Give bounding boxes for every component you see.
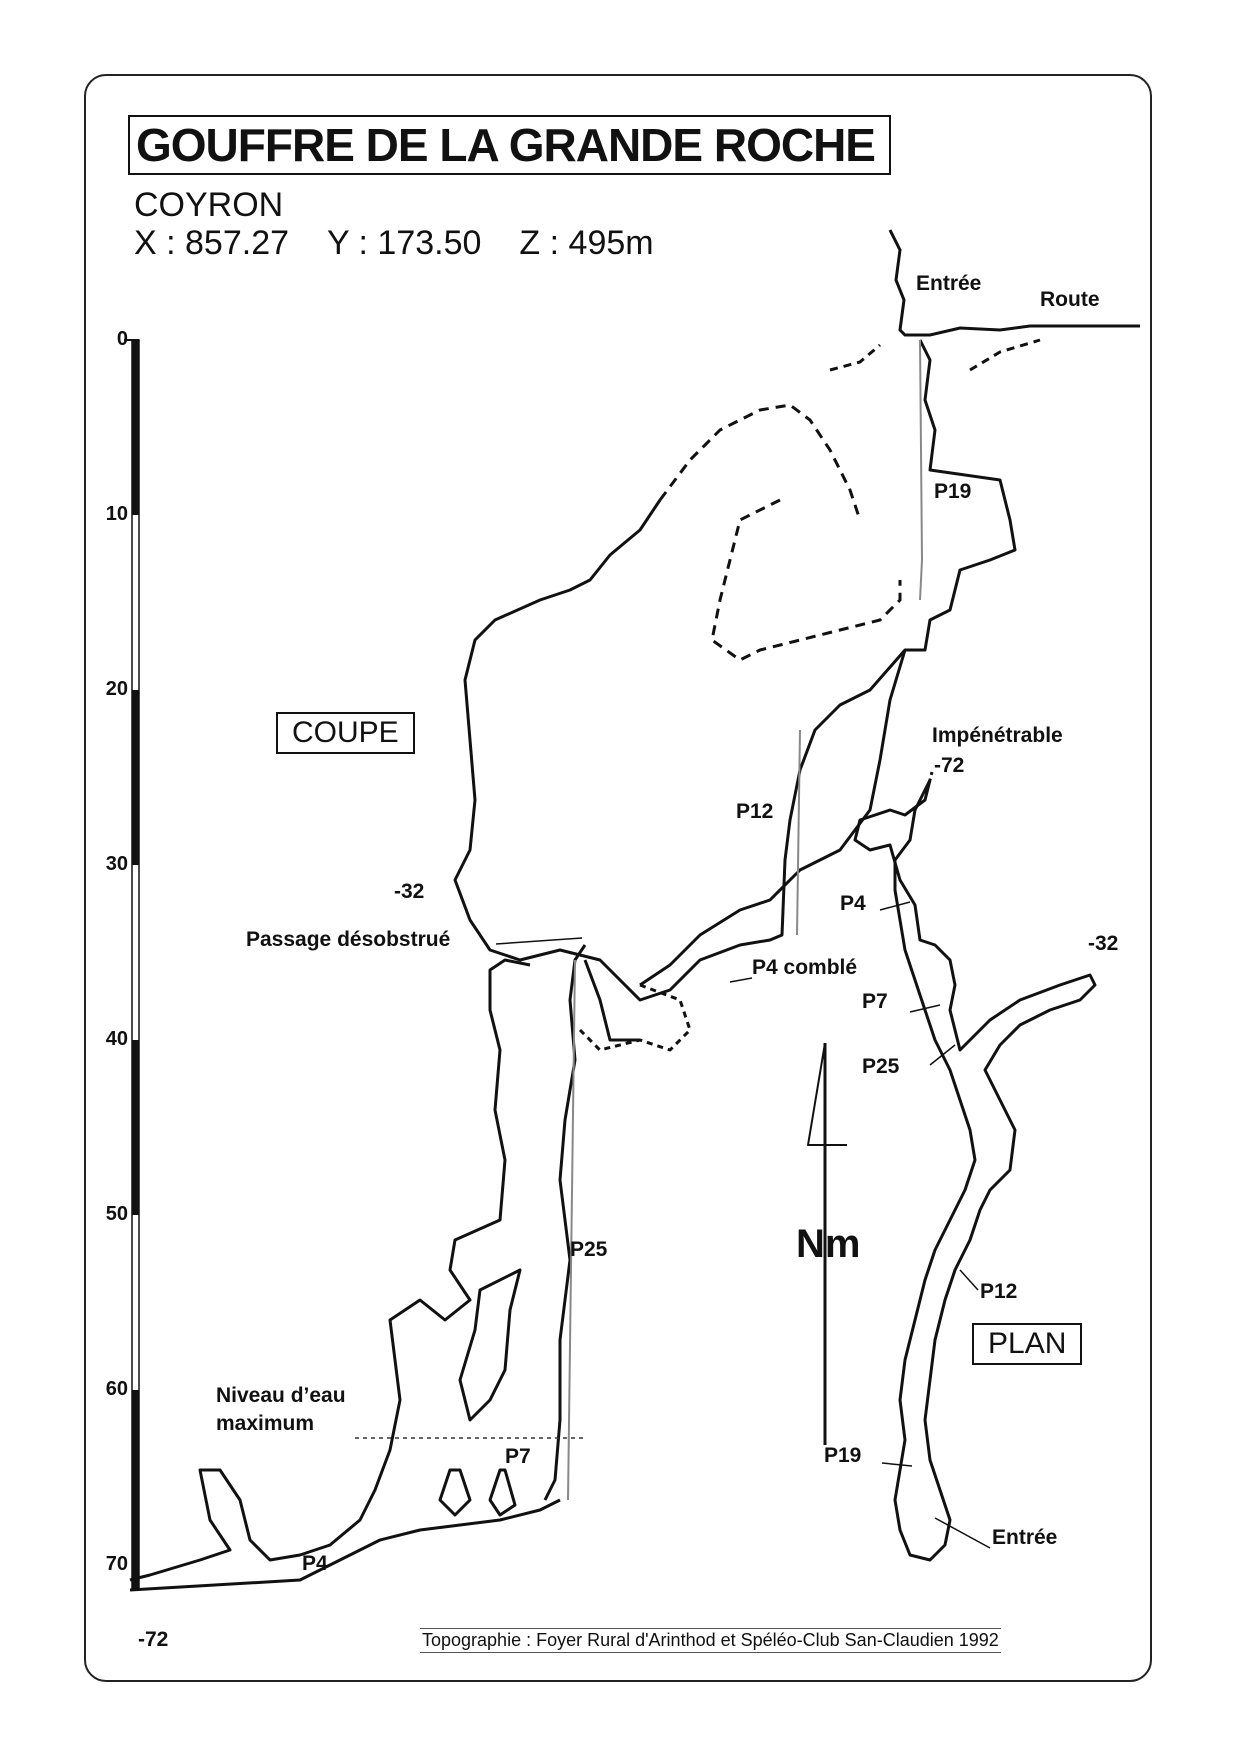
plan-depth-32-label: -32 <box>1088 932 1119 955</box>
water-level-label-line2: maximum <box>216 1412 315 1435</box>
route-label: Route <box>1040 288 1100 311</box>
depth-tick: 70 <box>105 1553 128 1575</box>
plan-box: PLAN <box>972 1323 1082 1365</box>
coord-y: Y : 173.50 <box>327 224 482 262</box>
water-level-label-line1: Niveau d’eau <box>216 1384 346 1407</box>
magnetic-north-label: Nm <box>796 1222 861 1266</box>
p4-comble-label: P4 comblé <box>752 956 858 979</box>
coupe-p19-label: P19 <box>934 480 972 503</box>
depth-bottom: -72 <box>138 1628 169 1651</box>
coupe-box: COUPE <box>276 712 415 754</box>
plan-depth-72-label: -72 <box>934 754 965 777</box>
plan-p4-label: P4 <box>840 892 866 915</box>
coupe-p12-label: P12 <box>736 800 774 823</box>
depth-scale-bar <box>124 340 139 1590</box>
credit-line: Topographie : Foyer Rural d'Arinthod et Spéléo-Club San-Claudien 1992 <box>420 1628 1001 1653</box>
plan-outline <box>808 772 1095 1560</box>
depth-tick: 60 <box>105 1378 128 1400</box>
depth-tick: 0 <box>116 328 128 350</box>
depth-tick: 40 <box>105 1028 128 1050</box>
impenetrable-label: Impénétrable <box>932 724 1063 747</box>
coord-x: X : 857.27 <box>134 224 290 262</box>
cave-title: GOUFFRE DE LA GRANDE ROCHE <box>136 119 875 171</box>
coupe-depth-32-label: -32 <box>394 880 425 903</box>
plan-p25-label: P25 <box>862 1055 900 1078</box>
plan-p7-label: P7 <box>862 990 888 1013</box>
coupe-p4-label: P4 <box>302 1552 328 1575</box>
depth-tick: 30 <box>105 853 128 875</box>
depth-tick: 50 <box>105 1203 128 1225</box>
plan-entree-label: Entrée <box>992 1526 1058 1549</box>
coord-z: Z : 495m <box>519 224 654 262</box>
coupe-p7-label: P7 <box>505 1445 531 1468</box>
passage-desobstrue-label: Passage désobstrué <box>246 928 451 951</box>
depth-tick: 10 <box>105 503 128 525</box>
plan-p12-label: P12 <box>980 1280 1018 1303</box>
plan-p19-label: P19 <box>824 1444 862 1467</box>
coupe-p25-label: P25 <box>570 1238 608 1261</box>
depth-tick: 20 <box>105 678 128 700</box>
commune-name: COYRON <box>134 186 284 224</box>
coupe-entree-label: Entrée <box>916 272 982 295</box>
